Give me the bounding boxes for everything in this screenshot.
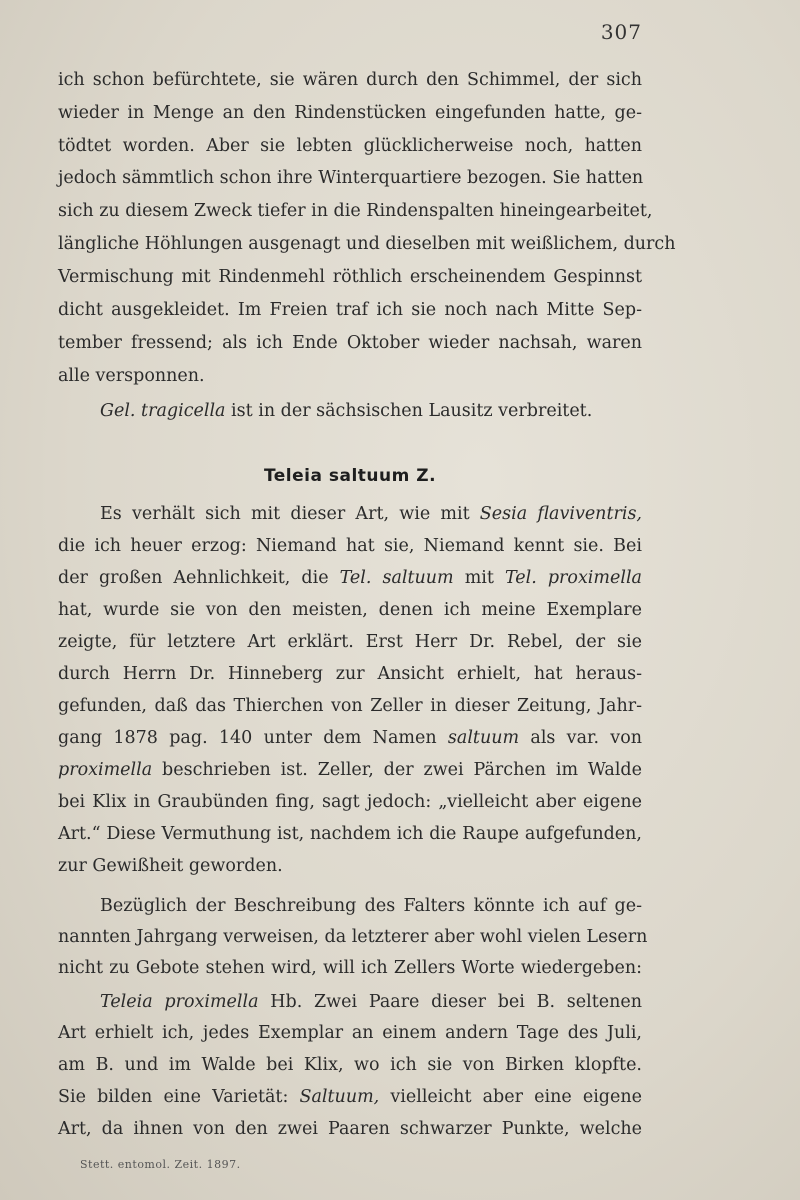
species-name: Sesia flaviventris, [479, 504, 642, 524]
section-heading: Teleia saltuum Z. [263, 466, 437, 486]
para1-line-6: längliche Höhlungen ausgenagt und dieselben mit weißlichem, durch [58, 234, 676, 254]
page-number: 307 [600, 20, 642, 44]
para3-line-11: Art.“ Diese Vermuthung ist, nachdem ich die Raupe aufgefunden, [58, 824, 642, 844]
para3-text: der großen Aehnlichkeit, die [58, 568, 340, 588]
para4-line-3: nicht zu Gebote stehen wird, will ich Zellers Worte wiedergeben: [58, 958, 642, 978]
para4-line-2: nannten Jahrgang verweisen, da letzterer aber wohl vielen Lesern [58, 927, 648, 947]
species-name: Tel. proximella [504, 568, 642, 588]
para3-line-5: zeigte, für letztere Art erklärt. Erst Herr Dr. Rebel, der sie [58, 632, 642, 652]
para5-line-4 [58, 1089, 642, 1107]
para1-line-2: wieder in Menge an den Rindenstücken eingefunden hatte, ge- [58, 103, 642, 123]
para5-text: Sie bilden eine Varietät: [58, 1087, 300, 1107]
para3-line-8 [58, 730, 642, 748]
para3-line-3 [58, 570, 642, 588]
para1-line-3: tödtet worden. Aber sie lebten glücklicherweise noch, hatten [58, 136, 642, 156]
species-name: saltuum [447, 728, 520, 748]
para5-text: Hb. Zwei Paare dieser bei B. seltenen [258, 992, 642, 1012]
para1-line-7: Vermischung mit Rindenmehl röthlich erscheinendem Gespinnst [58, 267, 642, 287]
para3-line-12: zur Gewißheit geworden. [58, 856, 283, 876]
para3-line-2: die ich heuer erzog: Niemand hat sie, Niemand kennt sie. Bei [58, 536, 642, 556]
para5-text: vielleicht aber eine eigene [379, 1087, 642, 1107]
para3-text: Es verhält sich mit dieser Art, wie mit [100, 504, 480, 524]
para3-line-4: hat, wurde sie von den meisten, denen ich meine Exemplare [58, 600, 642, 620]
para3-text: beschrieben ist. Zeller, der zwei Pärchen im Walde [152, 760, 642, 780]
para5-line-1 [100, 994, 642, 1012]
para1-line-5: sich zu diesem Zweck tiefer in die Rindenspalten hineingearbeitet, [58, 201, 653, 221]
para3-line-10: bei Klix in Graubünden fing, sagt jedoch: „vielleicht aber eigene [58, 792, 642, 812]
para1-line-1: ich schon befürchtete, sie wären durch den Schimmel, der sich [58, 70, 642, 90]
para3-line-1 [100, 506, 642, 524]
para1-line-8: dicht ausgekleidet. Im Freien traf ich sie noch nach Mitte Sep- [58, 300, 642, 320]
para1-line-4: jedoch sämmtlich schon ihre Winterquartiere bezogen. Sie hatten [58, 168, 644, 188]
para3-line-6: durch Herrn Dr. Hinneberg zur Ansicht erhielt, hat heraus- [58, 664, 642, 684]
para3-line-7: gefunden, daß das Thierchen von Zeller in dieser Zeitung, Jahr- [58, 696, 642, 716]
para3-text: gang 1878 pag. 140 unter dem Namen [58, 728, 448, 748]
para5-line-2: Art erhielt ich, jedes Exemplar an einem andern Tage des Juli, [58, 1023, 642, 1043]
species-name: Gel. tragicella [100, 401, 226, 421]
para2-line [100, 403, 642, 421]
species-name: Teleia proximella [100, 992, 259, 1012]
para1-line-10: alle versponnen. [58, 366, 205, 386]
journal-footer: Stett. entomol. Zeit. 1897. [80, 1158, 241, 1171]
species-name: Saltuum, [299, 1087, 380, 1107]
para3-text: als var. von [519, 728, 642, 748]
para3-text: mit [453, 568, 505, 588]
para4-line-1: Bezüglich der Beschreibung des Falters könnte ich auf ge- [100, 896, 642, 916]
para1-line-9: tember fressend; als ich Ende Oktober wieder nachsah, waren [58, 333, 642, 353]
species-name: Tel. saltuum [339, 568, 454, 588]
species-name: proximella [58, 760, 153, 780]
para5-line-3: am B. und im Walde bei Klix, wo ich sie von Birken klopfte. [58, 1055, 642, 1075]
para3-line-9 [58, 762, 642, 780]
para2-text: ist in der sächsischen Lausitz verbreitet. [225, 401, 593, 421]
para5-line-5: Art, da ihnen von den zwei Paaren schwarzer Punkte, welche [58, 1119, 642, 1139]
